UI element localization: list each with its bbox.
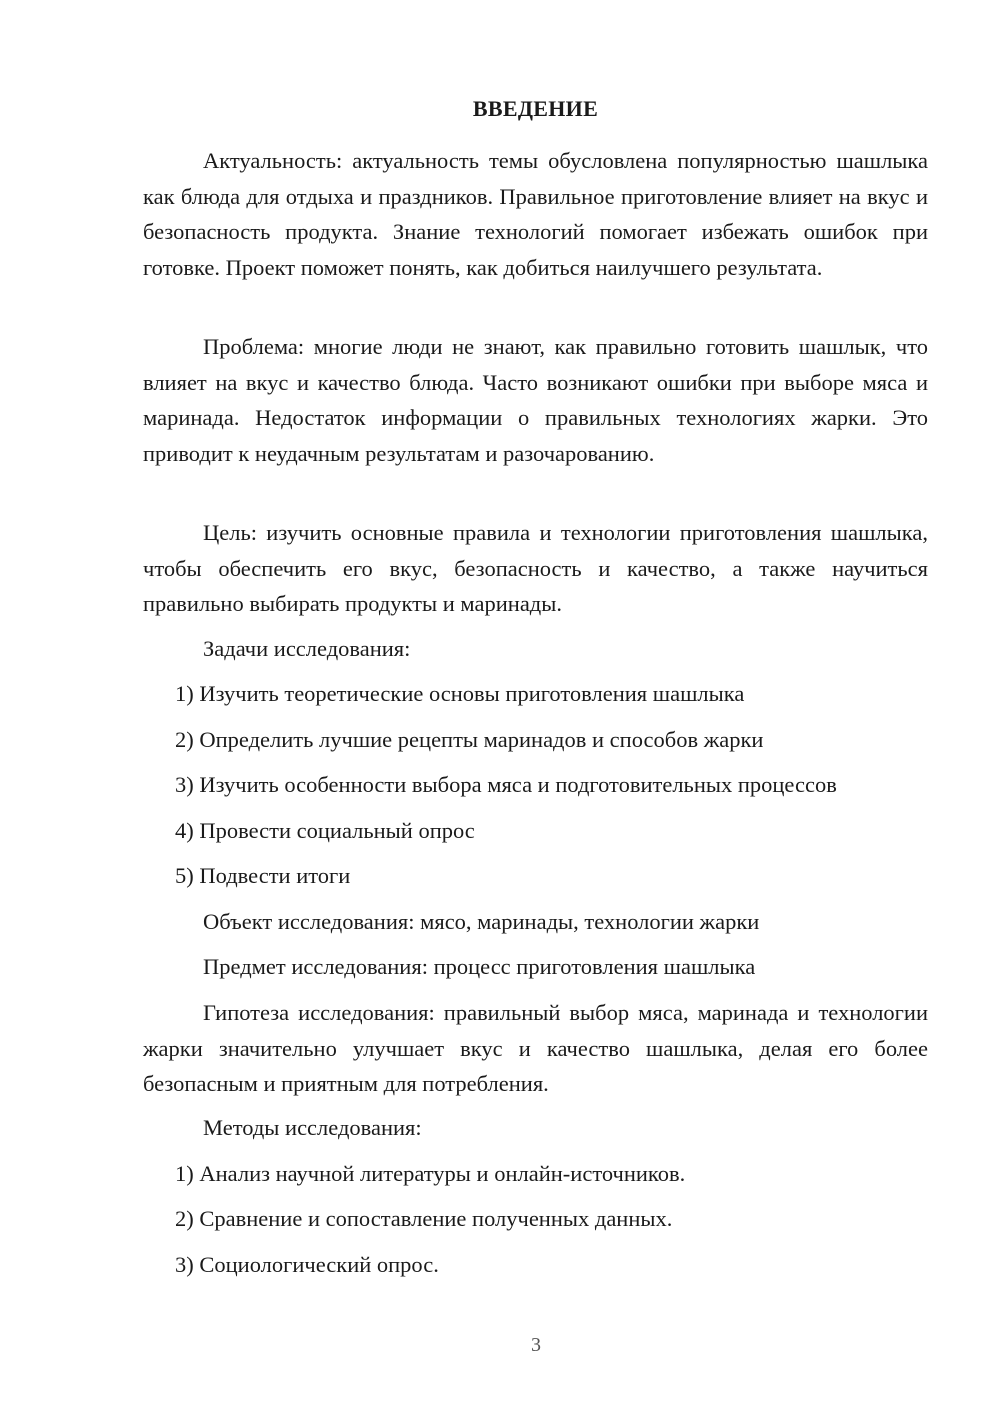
page-number: 3 [531,1334,541,1356]
list-item: 2) Определить лучшие рецепты маринадов и способов жарки [175,727,764,752]
goal-paragraph: Цель: изучить основные правила и технологии приготовления шашлыка, чтобы обеспечить его вкус, безопасность и качество, а также научиться правильно выбирать продукты и маринады. [143,520,928,616]
page-title: ВВЕДЕНИЕ [472,96,599,121]
list-item: 3) Социологический опрос. [175,1252,439,1277]
tasks-title: Задачи исследования: [203,636,411,661]
relevance-paragraph: Актуальность: актуальность темы обусловлена популярностью шашлыка как блюда для отдыха и праздников. Правильное приготовление влияет на вкус и безопасность продукта. Знание технологий помогает избежать ошибок при готовке. Проект поможет понять, как добиться наилучшего результата. [143,148,928,280]
list-item: 3) Изучить особенности выбора мяса и подготовительных процессов [175,772,837,797]
research-object: Объект исследования: мясо, маринады, технологии жарки [203,909,760,934]
list-item: 5) Подвести итоги [175,863,351,888]
problem-paragraph: Проблема: многие люди не знают, как правильно готовить шашлык, что влияет на вкус и качество блюда. Часто возникают ошибки при выборе мяса и маринада. Недостаток информации о правильных технологиях жарки. Это приводит к неудачным результатам и разочарованию. [143,334,928,466]
hypothesis-paragraph: Гипотеза исследования: правильный выбор мяса, маринада и технологии жарки значительно улучшает вкус и качество шашлыка, делая его более безопасным и приятным для потребления. [143,1000,928,1096]
research-subject: Предмет исследования: процесс приготовления шашлыка [203,954,756,979]
list-item: 1) Изучить теоретические основы приготовления шашлыка [175,681,745,706]
methods-title: Методы исследования: [203,1115,422,1140]
list-item: 4) Провести социальный опрос [175,818,475,843]
list-item: 2) Сравнение и сопоставление полученных данных. [175,1206,673,1231]
list-item: 1) Анализ научной литературы и онлайн-источников. [175,1161,686,1186]
